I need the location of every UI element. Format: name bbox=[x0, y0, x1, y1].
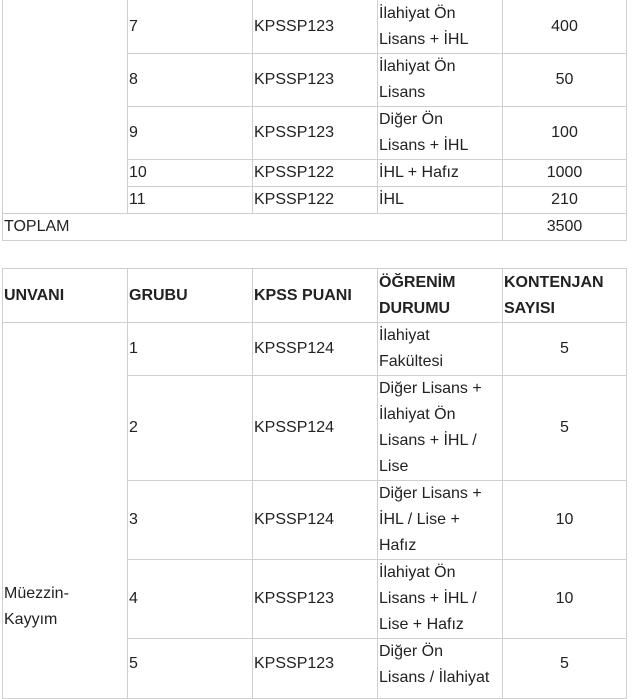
education-cell: Diğer Lisans + İlahiyat Ön Lisans + İHL / Lise bbox=[378, 376, 503, 481]
group-cell: 7 bbox=[128, 0, 253, 54]
kpss-cell: KPSSP123 bbox=[253, 107, 378, 160]
group-cell: 10 bbox=[128, 160, 253, 187]
table-row bbox=[3, 0, 627, 54]
kpss-cell: KPSSP122 bbox=[253, 187, 378, 214]
group-cell: 3 bbox=[128, 481, 253, 560]
total-value: 3500 bbox=[503, 214, 627, 241]
group-cell: 11 bbox=[128, 187, 253, 214]
kpss-cell: KPSSP123 bbox=[253, 639, 378, 699]
header-group: GRUBU bbox=[128, 269, 253, 323]
unvan-cell bbox=[3, 0, 128, 214]
group-cell: 1 bbox=[128, 323, 253, 376]
total-label: TOPLAM bbox=[3, 214, 503, 241]
kpss-cell: KPSSP122 bbox=[253, 160, 378, 187]
quota-table-top bbox=[2, 0, 627, 241]
quota-table-muezzin bbox=[2, 268, 627, 699]
header-row bbox=[3, 269, 627, 323]
quota-cell: 5 bbox=[503, 639, 627, 699]
kpss-cell: KPSSP123 bbox=[253, 0, 378, 54]
education-cell: İHL bbox=[378, 187, 503, 214]
education-cell: Diğer Lisans + İHL / Lise + Hafız bbox=[378, 481, 503, 560]
header-quota: KONTENJAN SAYISI bbox=[503, 269, 627, 323]
quota-cell: 5 bbox=[503, 323, 627, 376]
quota-cell: 5 bbox=[503, 376, 627, 481]
header-kpss: KPSS PUANI bbox=[253, 269, 378, 323]
quota-cell: 10 bbox=[503, 481, 627, 560]
kpss-cell: KPSSP123 bbox=[253, 560, 378, 639]
education-cell: Diğer Ön Lisans + İHL bbox=[378, 107, 503, 160]
header-education: ÖĞRENİM DURUMU bbox=[378, 269, 503, 323]
header-unvan: UNVANI bbox=[3, 269, 128, 323]
kpss-cell: KPSSP124 bbox=[253, 323, 378, 376]
group-cell: 2 bbox=[128, 376, 253, 481]
education-cell: İlahiyat Ön Lisans + İHL bbox=[378, 0, 503, 54]
education-cell: İlahiyat Ön Lisans + İHL / Lise + Hafız bbox=[378, 560, 503, 639]
education-cell: İlahiyat Ön Lisans bbox=[378, 54, 503, 107]
education-cell: İHL + Hafız bbox=[378, 160, 503, 187]
quota-cell: 100 bbox=[503, 107, 627, 160]
education-cell: İlahiyat Fakültesi bbox=[378, 323, 503, 376]
table-row bbox=[3, 323, 627, 376]
kpss-cell: KPSSP123 bbox=[253, 54, 378, 107]
kpss-cell: KPSSP124 bbox=[253, 376, 378, 481]
quota-cell: 210 bbox=[503, 187, 627, 214]
unvan-cell: Müezzin- Kayyım bbox=[3, 323, 128, 699]
quota-cell: 10 bbox=[503, 560, 627, 639]
education-cell: Diğer Ön Lisans / İlahiyat bbox=[378, 639, 503, 699]
quota-cell: 50 bbox=[503, 54, 627, 107]
kpss-cell: KPSSP124 bbox=[253, 481, 378, 560]
quota-cell: 400 bbox=[503, 0, 627, 54]
quota-cell: 1000 bbox=[503, 160, 627, 187]
group-cell: 8 bbox=[128, 54, 253, 107]
group-cell: 9 bbox=[128, 107, 253, 160]
group-cell: 5 bbox=[128, 639, 253, 699]
total-row bbox=[3, 214, 627, 241]
group-cell: 4 bbox=[128, 560, 253, 639]
